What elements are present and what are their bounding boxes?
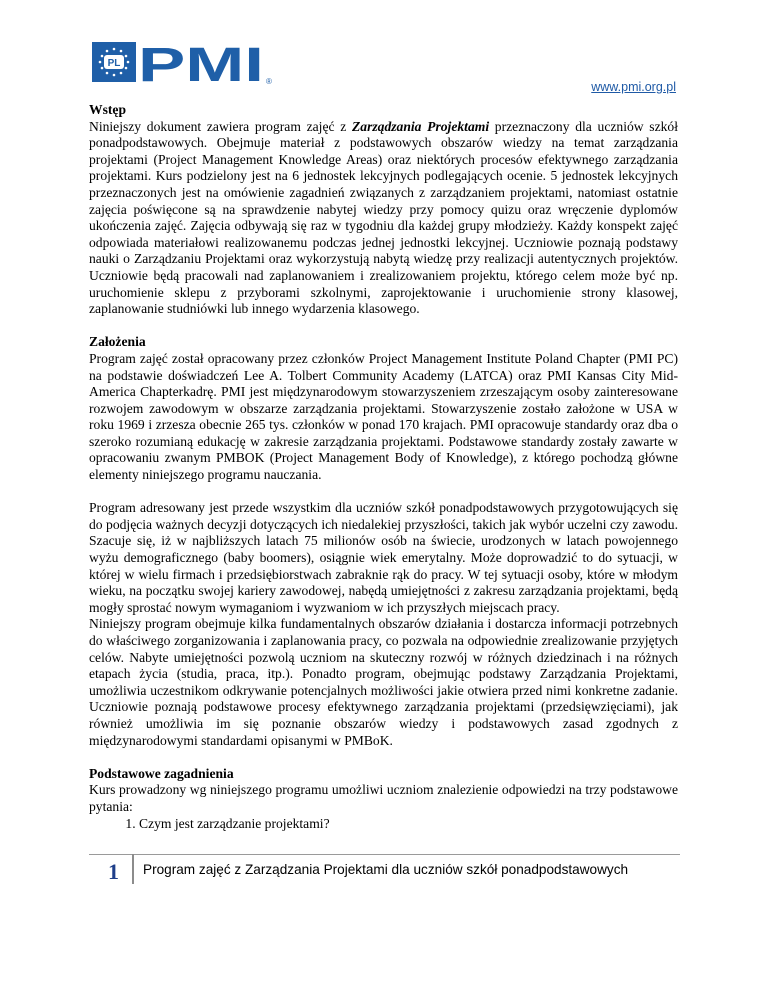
intro-emphasis: Zarządzania Projektami [351,118,490,134]
section-heading-topics: Podstawowe zagadnienia [89,765,234,781]
document-body [89,102,678,832]
footer-title: Program zajęć z Zarządzania Projektami dla uczniów szkół ponadpodstawowych [143,862,629,877]
page-footer [89,854,680,894]
section-heading-assumptions: Założenia [89,334,146,350]
logo-badge-text: PL [107,58,121,69]
logo-text: PMI [138,40,264,88]
intro-lead: Niniejszy dokument zawiera program zajęć z [89,118,352,134]
registered-mark: ® [266,77,272,86]
section-heading-intro: Wstęp [89,102,127,117]
page-number: 1 [108,859,119,884]
pmi-logo [92,40,276,88]
topics-list [89,816,678,833]
assumptions-paragraph-1: Program zajęć został opracowany przez członków Project Management Institute Poland Chapter (PMI PC) na podstawie doświadczeń Lee A. Tolbert Community Academy (LATCA) oraz PMI Kansas City Mid-America Chapterkadrę. PMI jest międzynarodowym stowarzyszeniem zrzeszającym osoby zainteresowane rozwojem zawodowym w obszarze zarządzania projektami. Stowarzyszenie zostało założone w USA w roku 1969 i zrzesza obecnie 265 tys. członków w ponad 170 krajach. PMI opracowuje standardy oraz dba o szeroko rozumianą edukację w zakresie zarządzania projektami. Podstawowe standardy zostały zawarte w opracowaniu zwanym PMBOK (Project Management Body of Knowledge), z którego pochodzą główne elementy niniejszego programu nauczania. [89,350,678,483]
footer-vertical-divider [132,854,134,884]
intro-paragraph [89,119,678,318]
assumptions-paragraph-2: Program adresowany jest przede wszystkim dla uczniów szkół ponadpodstawowych przygotowujących się do podjęcia ważnych decyzji dotyczących ich niedalekiej przyszłości, takich jak wybór uczelni czy zawodu. Szacuje się, iż w najbliższych latach 75 milionów osób na świecie, urodzonych w latach powojennego wyżu demograficznego (baby boomers), osiągnie wiek emerytalny. Może doprowadzić to do sytuacji, w której w wielu firmach i przedsiębiorstwach zabraknie rąk do pracy. W tej sytuacji osoby, które w młodym wieku, na początku swojej kariery zawodowej, nabędą umiejętności z zakresu zarządzania projektami, będą mogły sprostać nowym wymaganiom i wyzwaniom w ich przyszłych miejscach pracy. [89,500,678,615]
website-link[interactable]: www.pmi.org.pl [591,80,676,94]
list-item: 1. Czym jest zarządzanie projektami? [139,816,678,833]
intro-body: przeznaczony dla uczniów szkół ponadpodstawowych. Obejmuje materiał z podstawowych obszarów wiedzy na temat zarządzania projektami (Project Management Knowledge Areas) oraz niektórych procesów efektywnego zarządzania projektami. Kurs podzielony jest na 6 jednostek lekcyjnych podlegających ocenie. 5 jednostek lekcyjnych przeznaczonych jest na omówienie zagadnień związanych z zarządzaniem projektami, natomiast ostatnie zajęcia poświęcone są na sprawdzenie nabytej wiedzy przy pomocy quizu oraz wręczenie dyplomów ukończenia zajęć. Zajęcia odbywają się raz w tygodniu dla każdej grupy młodzieży. Każdy konspekt zajęć odpowiada materiałowi realizowanemu podczas jednej jednostki lekcyjnej. Uczniowie poznają podstawy nauki o Zarządzaniu Projektami oraz wykorzystują nabytą wiedzę przy realizacji autentycznych projektów. Uczniowie będą pracowali nad zaplanowaniem i zrealizowaniem projektu, którego celem może być np. uruchomienie sklepu z przyborami szkolnymi, zaprojektowanie i uruchomienie strony klasowej, zaplanowanie studniówki lub innego wydarzenia klasowego. [89,118,678,317]
footer-divider [89,854,680,855]
assumptions-paragraph-3: Niniejszy program obejmuje kilka fundamentalnych obszarów działania i dostarcza informacji potrzebnych do właściwego zorganizowania i zaplanowania pracy, co pozwala na odpowiednie zrealizowanie przyjętych celów. Nabyte umiejętności pozwolą uczniom na skuteczny rozwój w różnych dziedzinach i na różnych etapach życia (studia, praca, itp.). Ponadto program, obejmując podstawy Zarządzania Projektami, umożliwia uczestnikom odkrywanie potencjalnych możliwości jakie otwiera przed nimi konkretne zadanie. Uczniowie poznają podstawowe procesy efektywnego zarządzania projektami (przedsięwzięciami), jak również umożliwia im się poznanie obszarów wiedzy i podstawowych zasad zgodnych z międzynarodowymi standardami opisanymi w PMBoK. [89,616,678,748]
topics-lead: Kurs prowadzony wg niniejszego programu umożliwi uczniom znalezienie odpowiedzi na trzy podstawowe pytania: [89,782,678,814]
